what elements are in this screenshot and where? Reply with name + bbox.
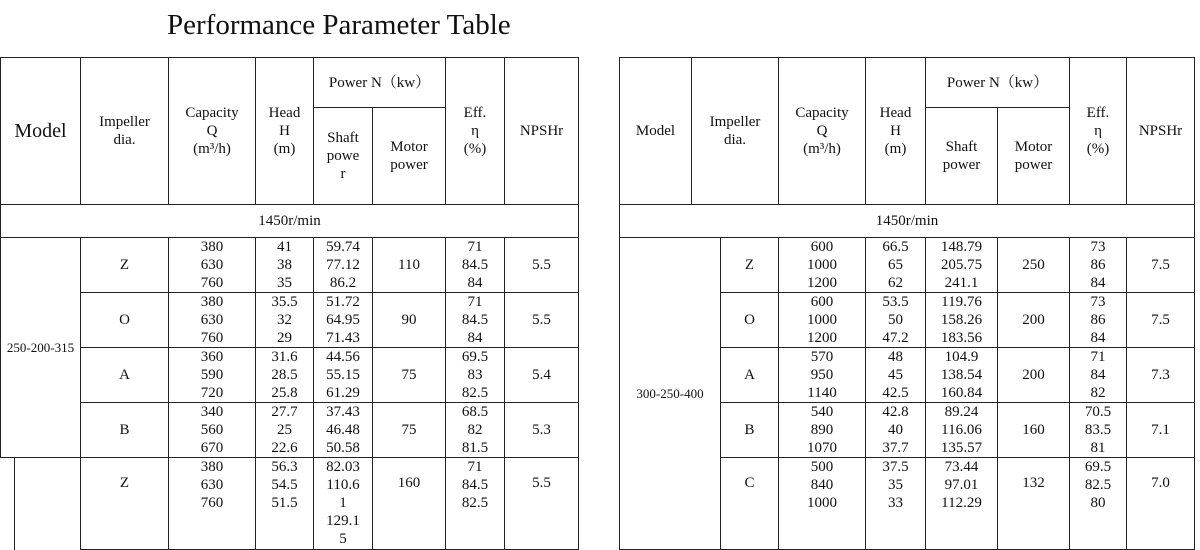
npshr-header: NPSHr bbox=[505, 58, 579, 205]
capacity-cell: 380 630 760 bbox=[169, 238, 256, 293]
shaft-power-cell: 82.03 110.6 1 129.1 5 bbox=[314, 458, 373, 550]
impeller-cell: Z bbox=[81, 238, 169, 293]
shaft-power-cell: 89.24 116.06 135.57 bbox=[926, 403, 998, 458]
capacity-cell: 380 630 760 bbox=[169, 458, 256, 550]
impeller-cell: B bbox=[721, 403, 779, 458]
capacity-header: Capacity Q (m³/h) bbox=[169, 58, 256, 205]
shaft-power-header: Shaft power bbox=[926, 108, 998, 205]
head-header: Head H (m) bbox=[256, 58, 314, 205]
capacity-cell: 600 1000 1200 bbox=[779, 238, 866, 293]
shaft-power-cell: 148.79 205.75 241.1 bbox=[926, 238, 998, 293]
capacity-cell: 360 590 720 bbox=[169, 348, 256, 403]
shaft-power-cell: 73.44 97.01 112.29 bbox=[926, 458, 998, 550]
motor-power-header: Motor power bbox=[373, 108, 446, 205]
capacity-cell: 340 560 670 bbox=[169, 403, 256, 458]
motor-power-cell: 200 bbox=[998, 348, 1070, 403]
eff-cell: 68.5 82 81.5 bbox=[446, 403, 505, 458]
eff-cell: 71 84.5 84 bbox=[446, 293, 505, 348]
npshr-cell: 5.5 bbox=[505, 238, 579, 293]
power-header: Power N（kw） bbox=[926, 58, 1070, 108]
npshr-cell: 7.5 bbox=[1127, 238, 1195, 293]
head-cell: 41 38 35 bbox=[256, 238, 314, 293]
motor-power-cell: 110 bbox=[373, 238, 446, 293]
impeller-cell: O bbox=[81, 293, 169, 348]
npshr-cell: 5.3 bbox=[505, 403, 579, 458]
motor-power-cell: 90 bbox=[373, 293, 446, 348]
npshr-cell: 5.4 bbox=[505, 348, 579, 403]
eff-cell: 69.5 82.5 80 bbox=[1070, 458, 1127, 550]
power-header: Power N（kw） bbox=[314, 58, 446, 108]
head-header: Head H (m) bbox=[866, 58, 926, 205]
page-title: Performance Parameter Table bbox=[167, 9, 511, 41]
right-performance-table bbox=[619, 57, 1195, 550]
head-cell: 31.6 28.5 25.8 bbox=[256, 348, 314, 403]
shaft-power-cell: 119.76 158.26 183.56 bbox=[926, 293, 998, 348]
capacity-cell: 540 890 1070 bbox=[779, 403, 866, 458]
impeller-cell: B bbox=[81, 403, 169, 458]
impeller-cell: O bbox=[721, 293, 779, 348]
head-cell: 66.5 65 62 bbox=[866, 238, 926, 293]
impeller-cell: Z bbox=[81, 458, 169, 550]
motor-power-cell: 160 bbox=[373, 458, 446, 550]
eff-cell: 73 86 84 bbox=[1070, 293, 1127, 348]
impeller-cell: A bbox=[81, 348, 169, 403]
shaft-power-cell: 104.9 138.54 160.84 bbox=[926, 348, 998, 403]
eff-cell: 71 84.5 84 bbox=[446, 238, 505, 293]
model-spacer-cell bbox=[1, 458, 15, 550]
shaft-power-cell: 59.74 77.12 86.2 bbox=[314, 238, 373, 293]
npshr-header: NPSHr bbox=[1127, 58, 1195, 205]
head-cell: 53.5 50 47.2 bbox=[866, 293, 926, 348]
shaft-power-cell: 37.43 46.48 50.58 bbox=[314, 403, 373, 458]
npshr-cell: 5.5 bbox=[505, 458, 579, 550]
head-cell: 48 45 42.5 bbox=[866, 348, 926, 403]
model-name: 300-250-400 bbox=[620, 238, 721, 550]
capacity-header: Capacity Q (m³/h) bbox=[779, 58, 866, 205]
capacity-cell: 600 1000 1200 bbox=[779, 293, 866, 348]
eff-cell: 69.5 83 82.5 bbox=[446, 348, 505, 403]
head-cell: 42.8 40 37.7 bbox=[866, 403, 926, 458]
motor-power-cell: 200 bbox=[998, 293, 1070, 348]
eff-cell: 71 84.5 82.5 bbox=[446, 458, 505, 550]
capacity-cell: 500 840 1000 bbox=[779, 458, 866, 550]
impeller-cell: A bbox=[721, 348, 779, 403]
motor-power-cell: 132 bbox=[998, 458, 1070, 550]
npshr-cell: 7.5 bbox=[1127, 293, 1195, 348]
shaft-power-header: Shaft powe r bbox=[314, 108, 373, 205]
head-cell: 56.3 54.5 51.5 bbox=[256, 458, 314, 550]
npshr-cell: 7.1 bbox=[1127, 403, 1195, 458]
model-blank-cell bbox=[15, 458, 81, 550]
eff-cell: 70.5 83.5 81 bbox=[1070, 403, 1127, 458]
model-header: Model bbox=[620, 58, 692, 205]
left-performance-table bbox=[0, 57, 579, 550]
model-header: Model bbox=[1, 58, 81, 205]
speed-row: 1450r/min bbox=[1, 205, 579, 238]
impeller-header: Impeller dia. bbox=[81, 58, 169, 205]
head-cell: 37.5 35 33 bbox=[866, 458, 926, 550]
impeller-header: Impeller dia. bbox=[692, 58, 779, 205]
npshr-cell: 7.3 bbox=[1127, 348, 1195, 403]
npshr-cell: 7.0 bbox=[1127, 458, 1195, 550]
impeller-cell: C bbox=[721, 458, 779, 550]
npshr-cell: 5.5 bbox=[505, 293, 579, 348]
head-cell: 35.5 32 29 bbox=[256, 293, 314, 348]
motor-power-cell: 250 bbox=[998, 238, 1070, 293]
motor-power-header: Motor power bbox=[998, 108, 1070, 205]
model-name: 250-200-315 bbox=[1, 238, 81, 458]
speed-row: 1450r/min bbox=[620, 205, 1195, 238]
impeller-cell: Z bbox=[721, 238, 779, 293]
capacity-cell: 380 630 760 bbox=[169, 293, 256, 348]
eff-header: Eff. η (%) bbox=[1070, 58, 1127, 205]
eff-cell: 71 84 82 bbox=[1070, 348, 1127, 403]
motor-power-cell: 160 bbox=[998, 403, 1070, 458]
head-cell: 27.7 25 22.6 bbox=[256, 403, 314, 458]
eff-cell: 73 86 84 bbox=[1070, 238, 1127, 293]
motor-power-cell: 75 bbox=[373, 348, 446, 403]
motor-power-cell: 75 bbox=[373, 403, 446, 458]
shaft-power-cell: 51.72 64.95 71.43 bbox=[314, 293, 373, 348]
shaft-power-cell: 44.56 55.15 61.29 bbox=[314, 348, 373, 403]
capacity-cell: 570 950 1140 bbox=[779, 348, 866, 403]
eff-header: Eff. η (%) bbox=[446, 58, 505, 205]
